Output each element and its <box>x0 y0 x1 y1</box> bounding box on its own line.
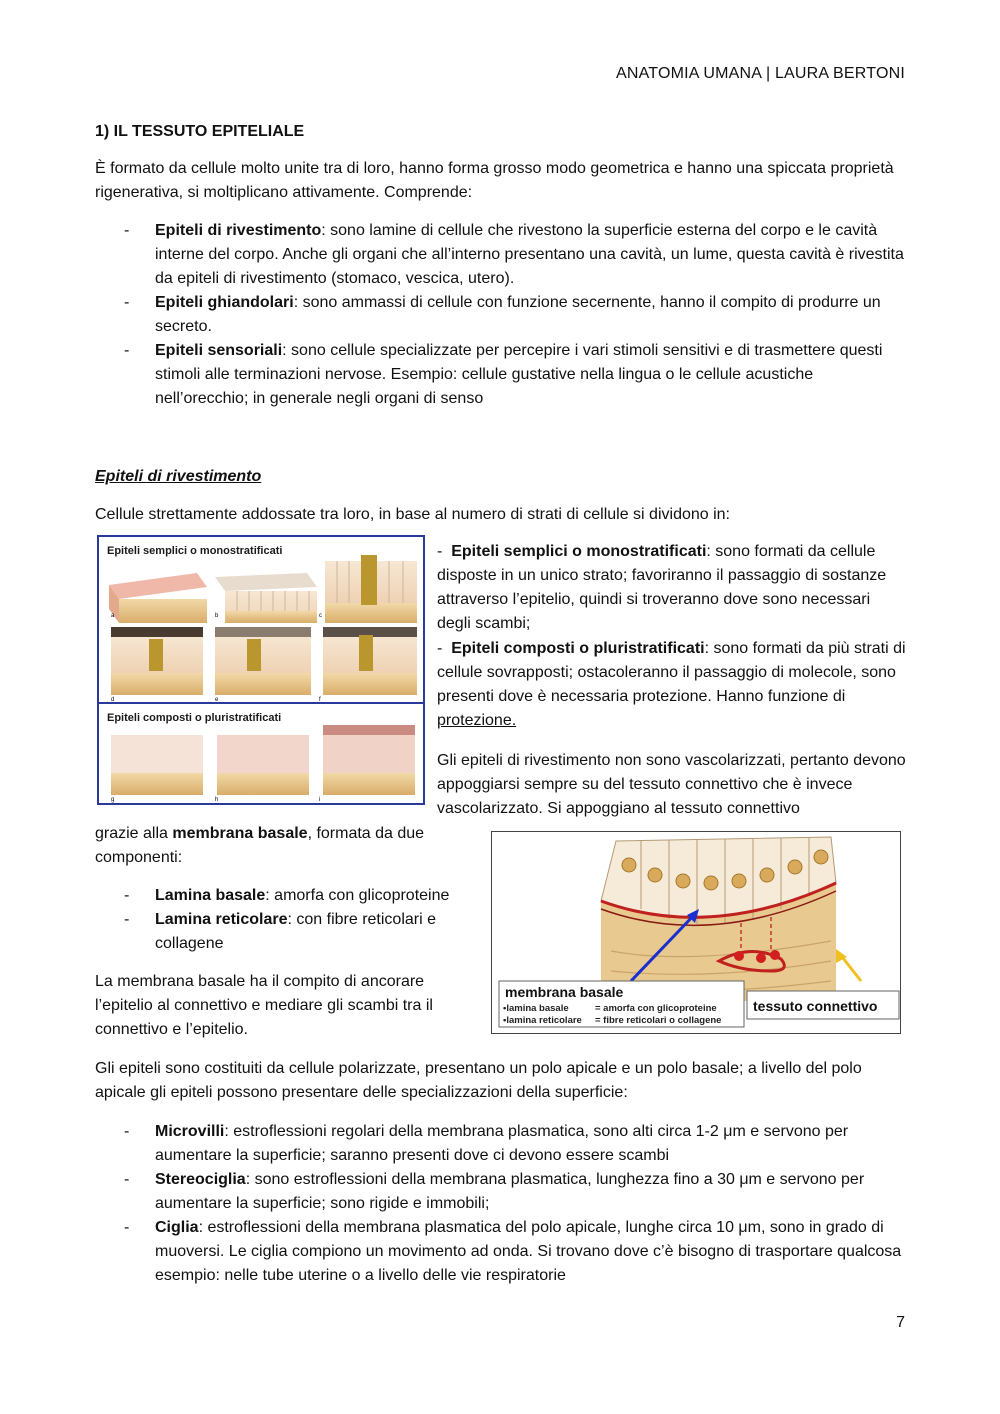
basal-membrane-paragraph <box>95 822 455 870</box>
vascular-paragraph: Gli epiteli di rivestimento non sono vascolarizzati, pertanto devono appoggiarsi sempre su del tessuto connettivo che è invece vascolarizzato. Si appoggiano al tessuto connettivo <box>437 752 906 817</box>
panel-letter: a <box>111 613 115 619</box>
specialization-text: : sono estroflessioni della membrana plasmatica, lunghezza fino a 30 μm e servono per aumentare la superficie; sono rigide e immobili; <box>155 1171 865 1212</box>
simple-epithelia-paragraph <box>437 540 907 636</box>
list-item <box>95 339 905 411</box>
basal-membrane-figure <box>491 831 901 1034</box>
epithelium-types-list <box>95 219 905 411</box>
figure2-row2-left: •lamina reticolare <box>503 1015 582 1026</box>
list-dash: - <box>124 342 130 359</box>
panel-letter: d <box>111 697 115 703</box>
list-item <box>95 1216 905 1288</box>
type-term: Epiteli di rivestimento <box>155 222 322 239</box>
specialization-text: : estroflessioni regolari della membrana plasmatica, sono alti circa 1-2 μm e servono per aumentare la superficie; saranno presenti dove ci devono essere scambi <box>155 1123 849 1164</box>
component-term: Lamina basale <box>155 887 266 904</box>
page-number: 7 <box>896 1314 905 1331</box>
specialization-term: Ciglia <box>155 1219 199 1236</box>
type-text: : sono lamine di cellule che rivestono la superficie esterna del corpo e le cavità interne del corpo. Anche gli organi che all’interno presentano una cavità, un lume, questa cavità è rivestita da epiteli di rivestimento (stomaco, vescica, utero). <box>155 222 904 287</box>
figure2-connective-label: tessuto connettivo <box>753 998 878 1014</box>
list-dash: - <box>124 1123 130 1140</box>
list-dash: - <box>124 1171 130 1188</box>
mb-post: , formata da due componenti: <box>95 825 425 866</box>
panel-letter: c <box>319 613 322 619</box>
specialization-text: : estroflessioni della membrana plasmatica del polo apicale, lunghe circa 10 μm, sono in grado di muoversi. Le ciglia compiono un movimento ad onda. Si trovano dove c’è bisogno di trasportare qualcosa esempio: nelle tube uterine o a livello delle vie respiratorie <box>155 1219 902 1284</box>
list-dash: - <box>124 222 130 239</box>
list-item <box>95 291 905 339</box>
list-dash: - <box>124 1219 130 1236</box>
protection-word: protezione. <box>437 712 517 729</box>
list-dash: - <box>124 294 130 311</box>
figure-label-compound: Epiteli composti o pluristratificati <box>107 712 282 724</box>
mb-term: membrana basale <box>172 825 308 842</box>
panel-letter: b <box>215 613 219 619</box>
specialization-term: Stereociglia <box>155 1171 246 1188</box>
figure2-title: membrana basale <box>505 984 624 1000</box>
panel-letter: f <box>319 697 321 703</box>
basal-membrane-components <box>95 884 475 956</box>
list-item <box>95 1168 905 1216</box>
page-header: ANATOMIA UMANA | LAURA BERTONI <box>615 65 905 82</box>
type-text: : sono ammassi di cellule con funzione secernente, hanno il compito di produrre un secreto. <box>155 294 881 335</box>
sub-intro: Cellule strettamente addossate tra loro, in base al numero di strati di cellule si dividono in: <box>95 506 730 523</box>
compound-term: Epiteli composti o pluristratificati <box>451 640 705 657</box>
compound-text: : sono formati da più strati di cellule sovrapposti; ostacoleranno il passaggio di molecole, sono presenti dove è necessaria protezione. Hanno funzione di <box>437 640 906 705</box>
list-dash: - <box>124 887 130 904</box>
intro-paragraph: È formato da cellule molto unite tra di loro, hanno forma grosso modo geometrica e hanno una spiccata proprietà rigenerativa, si moltiplicano attivamente. Comprende: <box>95 160 894 201</box>
epithelia-types-figure <box>97 535 425 805</box>
specialization-term: Microvilli <box>155 1123 225 1140</box>
list-dash: - <box>124 911 130 928</box>
list-item <box>95 884 475 908</box>
para-dash: - <box>437 543 443 560</box>
panel-letter: h <box>215 797 219 803</box>
type-term: Epiteli ghiandolari <box>155 294 294 311</box>
panel-letter: i <box>319 797 321 803</box>
list-item <box>95 1120 905 1168</box>
section-title: 1) IL TESSUTO EPITELIALE <box>95 123 305 140</box>
polarity-paragraph: Gli epiteli sono costituiti da cellule polarizzate, presentano un polo apicale e un polo basale; a livello del polo apicale gli epiteli possono presentare delle specializzazioni della superficie: <box>95 1060 862 1101</box>
figure-label-simple: Epiteli semplici o monostratificati <box>107 545 283 557</box>
mb-pre: grazie alla <box>95 825 173 842</box>
specializations-list <box>95 1120 905 1288</box>
figure2-row2-right: = fibre reticolari o collagene <box>595 1015 722 1026</box>
simple-text: : sono formati da cellule disposte in un unico strato; favoriranno il passaggio di sostanze attraverso l’epitelio, quindi si troveranno dove sono necessari degli scambi; <box>437 543 887 632</box>
list-item <box>95 219 905 291</box>
component-text: : amorfa con glicoproteine <box>265 887 450 904</box>
component-text: : con fibre reticolari e collagene <box>155 911 437 952</box>
subheading: Epiteli di rivestimento <box>95 468 262 485</box>
list-item <box>95 908 475 956</box>
figure2-row1-right: = amorfa con glicoproteine <box>595 1003 717 1014</box>
type-text: : sono cellule specializzate per percepire i vari stimoli sensitivi e di trasmettere questi stimoli alle terminazioni nervose. Esempio: cellule gustative nella lingua o le cellule acustiche nell’orecchio; in generale negli organi di senso <box>155 342 883 407</box>
type-term: Epiteli sensoriali <box>155 342 283 359</box>
panel-letter: g <box>111 797 115 803</box>
compound-epithelia-paragraph <box>437 637 907 733</box>
figure2-row1-left: •lamina basale <box>503 1003 569 1014</box>
panel-letter: e <box>215 697 219 703</box>
simple-term: Epiteli semplici o monostratificati <box>451 543 707 560</box>
para-dash: - <box>437 640 443 657</box>
basal-membrane-function: La membrana basale ha il compito di ancorare l’epitelio al connettivo e mediare gli scambi tra il connettivo e l’epitelio. <box>95 973 433 1038</box>
component-term: Lamina reticolare <box>155 911 288 928</box>
